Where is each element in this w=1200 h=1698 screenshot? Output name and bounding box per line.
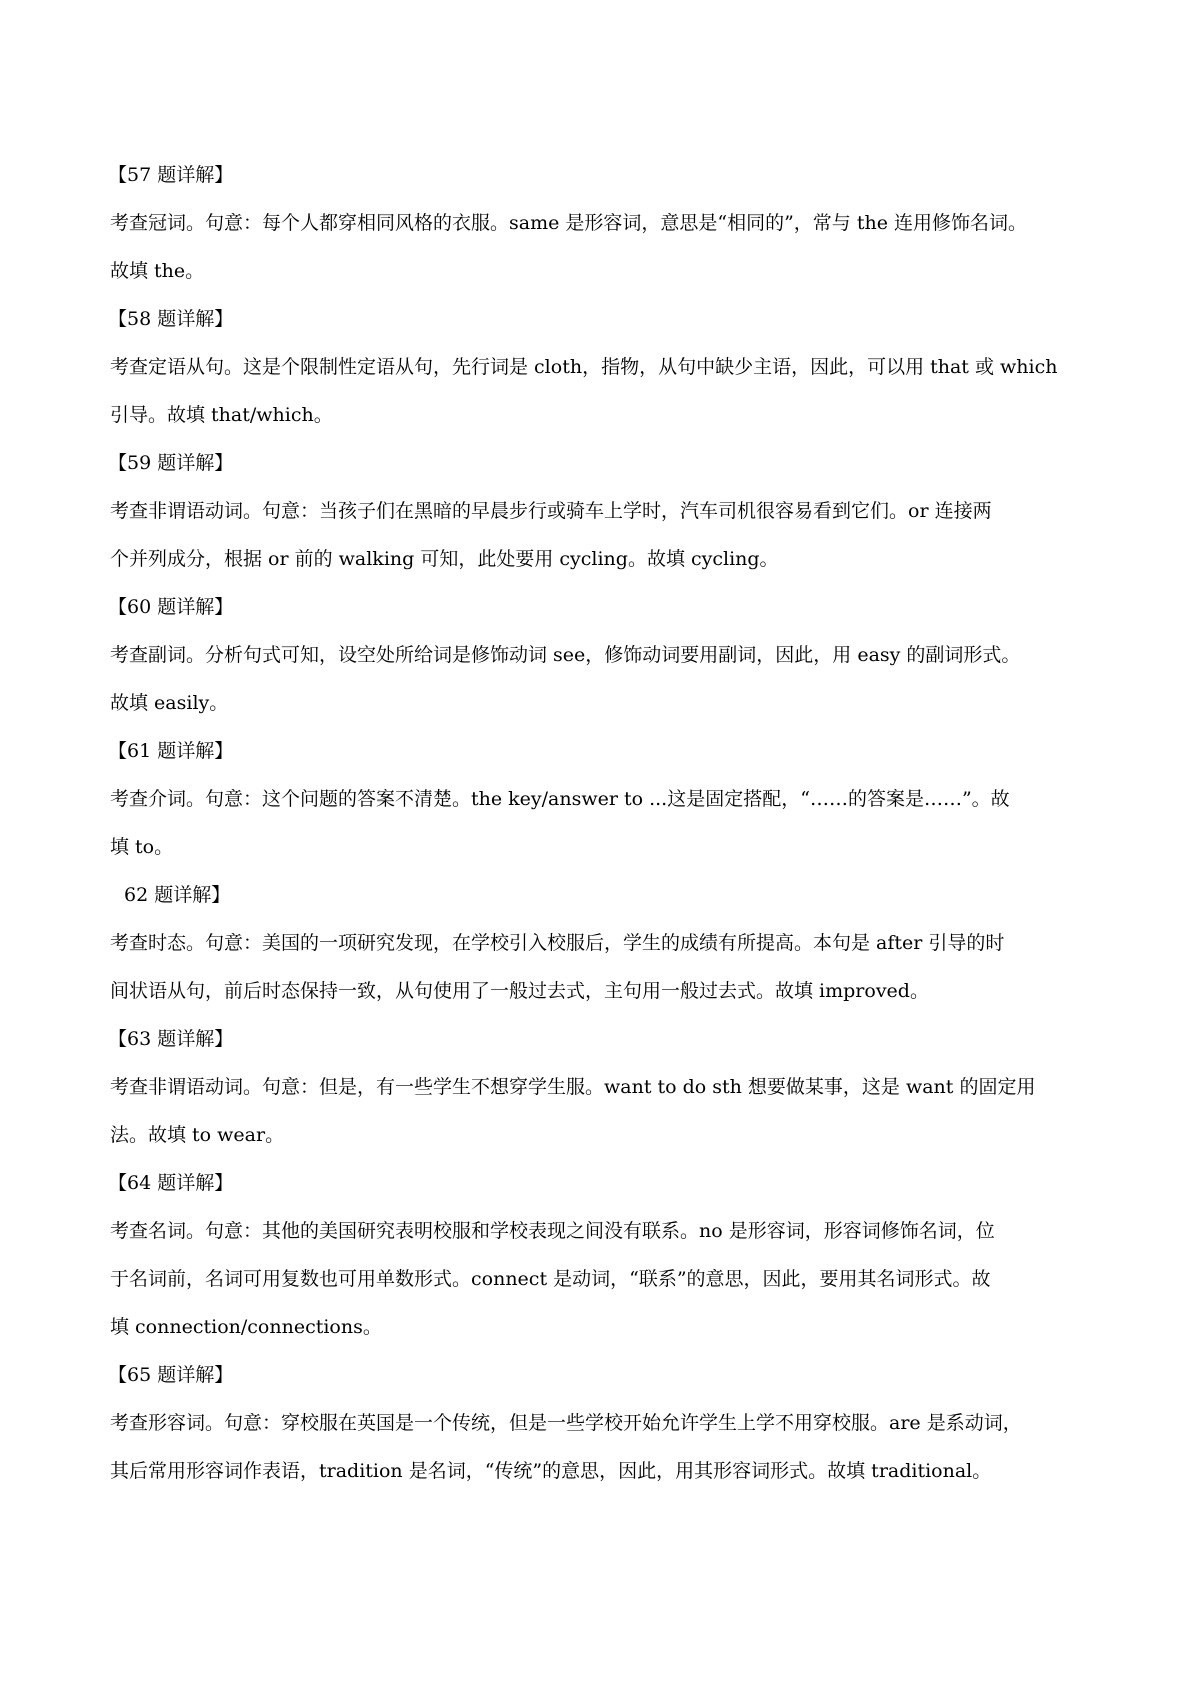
item-line: 引导。故填 that/which。 xyxy=(110,404,333,426)
item-heading: 【65 题详解】 xyxy=(108,1364,234,1386)
item-line: 故填 the。 xyxy=(110,260,205,282)
explanation-64 xyxy=(110,1159,1100,1351)
item-line: 考查冠词。句意：每个人都穿相同风格的衣服。same 是形容词，意思是“相同的”，常与 the 连用修饰名词。 xyxy=(110,212,1028,234)
item-line: 填 connection/connections。 xyxy=(110,1316,382,1338)
item-heading: 【59 题详解】 xyxy=(108,452,234,474)
item-line: 填 to。 xyxy=(110,836,174,858)
explanation-61 xyxy=(110,727,1100,871)
item-line: 间状语从句，前后时态保持一致，从句使用了一般过去式，主句用一般过去式。故填 improved。 xyxy=(110,980,929,1002)
explanation-65 xyxy=(110,1351,1100,1495)
item-line: 法。故填 to wear。 xyxy=(110,1124,285,1146)
item-heading: 【64 题详解】 xyxy=(108,1172,234,1194)
item-line: 其后常用形容词作表语，tradition 是名词，“传统”的意思，因此，用其形容词形式。故填 traditional。 xyxy=(110,1460,992,1482)
item-heading: 62 题详解】 xyxy=(124,884,231,906)
explanation-63 xyxy=(110,1015,1100,1159)
item-line: 考查名词。句意：其他的美国研究表明校服和学校表现之间没有联系。no 是形容词，形容词修饰名词，位 xyxy=(110,1220,995,1242)
explanation-58 xyxy=(110,295,1100,439)
item-line: 考查非谓语动词。句意：但是，有一些学生不想穿学生服。want to do sth 想要做某事，这是 want 的固定用 xyxy=(110,1076,1036,1098)
item-line: 考查形容词。句意：穿校服在英国是一个传统，但是一些学校开始允许学生上学不用穿校服。are 是系动词， xyxy=(110,1412,1022,1434)
item-line: 个并列成分，根据 or 前的 walking 可知，此处要用 cycling。故填 cycling。 xyxy=(110,548,779,570)
item-heading: 【58 题详解】 xyxy=(108,308,234,330)
item-line: 考查介词。句意：这个问题的答案不清楚。the key/answer to ...这是固定搭配，“……的答案是……”。故 xyxy=(110,788,1010,810)
item-heading: 【61 题详解】 xyxy=(108,740,234,762)
item-line: 故填 easily。 xyxy=(110,692,229,714)
explanation-57 xyxy=(110,151,1100,295)
item-line: 考查副词。分析句式可知，设空处所给词是修饰动词 see，修饰动词要用副词，因此，用 easy 的副词形式。 xyxy=(110,644,1021,666)
item-heading: 【60 题详解】 xyxy=(108,596,234,618)
explanation-60 xyxy=(110,583,1100,727)
explanation-62 xyxy=(110,871,1100,1015)
item-line: 于名词前，名词可用复数也可用单数形式。connect 是动词，“联系”的意思，因此，要用其名词形式。故 xyxy=(110,1268,991,1290)
item-heading: 【57 题详解】 xyxy=(108,164,234,186)
document-page xyxy=(110,151,1100,1495)
item-heading: 【63 题详解】 xyxy=(108,1028,234,1050)
item-line: 考查时态。句意：美国的一项研究发现，在学校引入校服后，学生的成绩有所提高。本句是 after 引导的时 xyxy=(110,932,1005,954)
item-line: 考查非谓语动词。句意：当孩子们在黑暗的早晨步行或骑车上学时，汽车司机很容易看到它们。or 连接两 xyxy=(110,500,992,522)
explanation-59 xyxy=(110,439,1100,583)
item-line: 考查定语从句。这是个限制性定语从句，先行词是 cloth，指物，从句中缺少主语，因此，可以用 that 或 which xyxy=(110,356,1058,378)
